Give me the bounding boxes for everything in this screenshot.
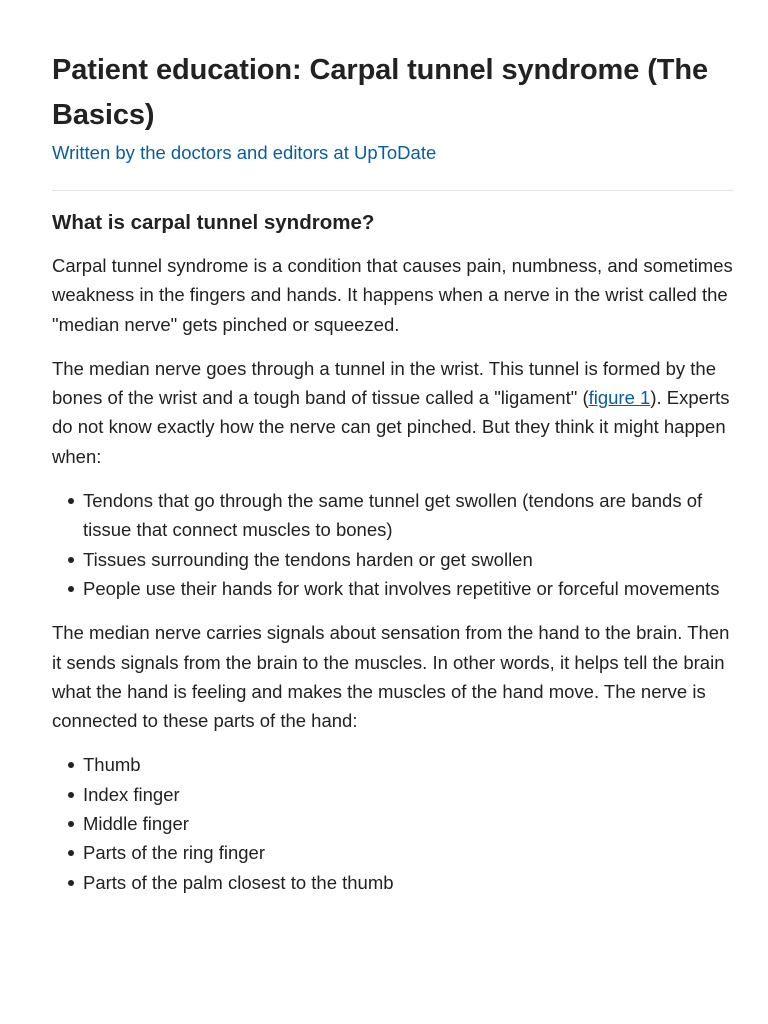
hand-parts-list <box>52 750 734 896</box>
figure-1-link[interactable]: figure 1 <box>588 387 651 409</box>
section-heading: What is carpal tunnel syndrome? <box>52 211 375 234</box>
median-nerve-paragraph <box>52 354 734 471</box>
list-item-text: People use their hands for work that involves repetitive or forceful movements <box>83 577 720 599</box>
causes-list <box>52 486 734 603</box>
list-item-text: Parts of the ring finger <box>83 842 266 864</box>
list-item-text: Tissues surrounding the tendons harden or get swollen <box>83 548 533 570</box>
paragraph-text-before-link: The median nerve goes through a tunnel in the wrist. This tunnel is formed by the bones of the wrist and a tough band of tissue called a "ligament" ( <box>52 357 716 409</box>
list-item <box>68 780 734 809</box>
list-item-text: Parts of the palm closest to the thumb <box>83 871 394 893</box>
intro-paragraph: Carpal tunnel syndrome is a condition that causes pain, numbness, and sometimes weakness in the fingers and hands. It happens when a nerve in the wrist called the "median nerve" gets pinched or squeezed. <box>52 255 733 335</box>
bullet-dot-icon <box>68 762 74 768</box>
list-item <box>68 574 734 603</box>
header-divider <box>52 190 734 191</box>
paragraph-text-after-link: ). Experts do not know exactly how the nerve can get pinched. But they think it might happen when: <box>52 387 730 467</box>
list-item <box>68 486 734 545</box>
page-title: Patient education: Carpal tunnel syndrome (The Basics) <box>52 54 709 131</box>
bullet-dot-icon <box>68 821 74 827</box>
bullet-dot-icon <box>68 792 74 798</box>
byline-link[interactable]: Written by the doctors and editors at UpToDate <box>52 142 437 163</box>
nerve-function-paragraph: The median nerve carries signals about sensation from the hand to the brain. Then it sends signals from the brain to the muscles. In other words, it helps tell the brain what the hand is feeling and makes the muscles of the hand move. The nerve is connected to these parts of the hand: <box>52 622 730 732</box>
list-item <box>68 545 734 574</box>
list-item <box>68 868 734 897</box>
list-item <box>68 838 734 867</box>
list-item-text: Tendons that go through the same tunnel get swollen (tendons are bands of tissue that connect muscles to bones) <box>83 490 703 541</box>
bullet-dot-icon <box>68 586 74 592</box>
list-item-text: Middle finger <box>83 813 189 835</box>
list-item <box>68 750 734 779</box>
list-item-text: Thumb <box>83 754 141 776</box>
bullet-dot-icon <box>68 850 74 856</box>
list-item <box>68 809 734 838</box>
list-item-text: Index finger <box>83 783 180 805</box>
bullet-dot-icon <box>68 880 74 886</box>
bullet-dot-icon <box>68 557 74 563</box>
bullet-dot-icon <box>68 498 74 504</box>
